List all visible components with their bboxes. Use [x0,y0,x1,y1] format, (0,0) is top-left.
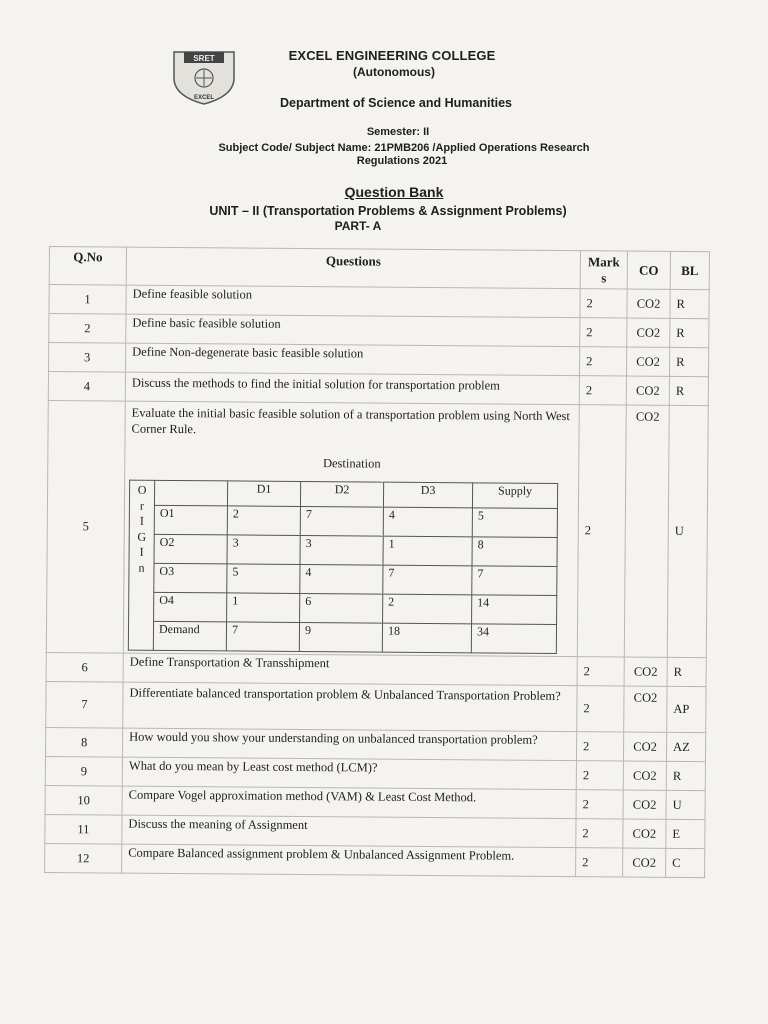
question-text: Compare Vogel approximation method (VAM) & Least Cost Method. [122,786,576,819]
question-text: Discuss the meaning of Assignment [122,815,576,848]
co-value: CO2 [623,761,666,790]
supply-cell: 8 [472,537,557,567]
demand-cell: 9 [299,622,382,652]
transport-row [129,592,557,624]
question-text: Compare Balanced assignment problem & Unbalanced Assignment Problem. [122,844,576,877]
table-row [46,681,706,732]
question-text: Define basic feasible solution [126,314,580,347]
bl-value: R [669,376,708,405]
question-cell [123,401,579,657]
department-name: Department of Science and Humanities [279,96,512,110]
row-number: 2 [49,314,126,344]
co-value: CO2 [623,790,666,819]
bl-value: R [667,657,706,686]
logo-bottom-text: EXCEL [193,95,215,101]
row-number: 12 [45,843,122,873]
cost-cell: 6 [300,593,383,623]
transport-demand-row [128,621,556,653]
row-label: Demand [153,621,226,651]
co-value: CO2 [624,686,667,732]
marks-value: 2 [576,761,623,790]
corner-cell [154,480,227,506]
row-number: 10 [45,785,122,815]
co-value: CO2 [623,848,666,877]
row-number: 7 [46,681,123,728]
question-text: Define feasible solution [126,285,580,318]
question-text: Define Transportation & Transshipment [123,653,577,686]
marks-value: 2 [580,318,627,347]
transport-row [129,534,557,566]
bl-value: R [670,289,709,318]
transport-row [129,505,557,537]
row-number: 6 [46,652,123,682]
destination-label: Destination [322,456,381,471]
co-value: CO2 [627,318,670,347]
co-value: CO2 [623,819,666,848]
cost-cell: 3 [227,535,300,565]
cost-cell: 7 [300,506,383,536]
demand-cell: 18 [382,623,471,653]
row-number: 11 [45,814,122,844]
cost-cell: 2 [383,594,472,624]
cost-cell: 4 [383,507,472,537]
row-number: 5 [46,400,125,653]
bl-value: AP [667,686,706,732]
college-name: EXCEL ENGINEERING COLLEGE [288,48,496,63]
bl-value: R [669,347,708,376]
header-bl: BL [670,251,709,289]
question-text: Differentiate balanced transportation problem & Unbalanced Transportation Problem? [123,682,577,732]
supply-cell: 14 [472,595,557,625]
question-text: What do you mean by Least cost method (LCM)? [122,757,576,790]
header-qno: Q.No [49,247,126,286]
cost-cell: 7 [383,565,472,595]
co-value: CO2 [624,657,667,686]
table-header-row [49,247,709,290]
subject-label: Subject Code/ Subject Name: 21PMB206 /Applied Operations Research [218,142,590,154]
row-label: O2 [154,534,227,564]
part-label: PART- A [334,219,382,233]
col-header: D1 [227,481,300,507]
marks-value: 2 [577,686,624,732]
col-header: Supply [472,483,557,509]
cost-cell: 1 [383,536,472,566]
bl-value: R [670,318,709,347]
bl-value: E [666,819,705,848]
co-value: CO2 [627,289,670,318]
cost-cell: 3 [300,535,383,565]
marks-value: 2 [579,376,626,405]
bl-value: U [666,790,705,819]
bl-value: R [666,761,705,790]
autonomy-label: (Autonomous) [353,65,435,79]
cost-cell: 1 [227,593,300,623]
supply-cell: 5 [472,508,557,538]
marks-value: 2 [576,790,623,819]
bl-value: U [667,405,708,657]
co-value: CO2 [624,405,669,657]
transport-header-row [129,480,557,508]
co-value: CO2 [626,347,669,376]
row-number: 4 [48,372,125,402]
marks-value: 2 [580,289,627,318]
table-row [46,400,708,657]
origin-label: O r I G I n [128,480,154,650]
transport-row [129,563,557,595]
cost-cell: 4 [300,564,383,594]
row-label: O1 [154,505,227,535]
marks-value: 2 [576,848,623,877]
marks-value: 2 [579,347,626,376]
col-header: D2 [300,481,383,507]
header-co: CO [627,251,670,289]
regulations-label: Regulations 2021 [356,155,448,167]
co-value: CO2 [623,732,666,761]
bl-value: AZ [666,732,705,761]
row-number: 8 [45,727,122,757]
total-cell: 34 [471,624,556,654]
logo-top-text: SRET [193,54,215,63]
row-number: 1 [49,285,126,315]
cost-cell: 2 [227,506,300,536]
row-label: O3 [154,563,227,593]
row-label: O4 [154,592,227,622]
header-questions: Questions [126,247,580,289]
marks-value: 2 [577,405,626,657]
transportation-table [128,480,558,654]
question-text: Evaluate the initial basic feasible solution of a transportation problem using North West Corner Rule. [131,405,570,437]
header-marks: Mark s [580,251,627,289]
co-value: CO2 [626,376,669,405]
col-header: D3 [383,482,472,508]
bl-value: C [666,848,705,877]
semester-label: Semester: II [366,126,430,138]
question-text: How would you show your understanding on unbalanced transportation problem? [122,728,576,761]
question-text: Define Non-degenerate basic feasible solution [126,343,580,376]
marks-value: 2 [576,732,623,761]
demand-cell: 7 [226,622,299,652]
cost-cell: 5 [227,564,300,594]
question-table [44,246,710,878]
table-row [45,843,705,877]
marks-value: 2 [577,657,624,686]
marks-value: 2 [576,819,623,848]
supply-cell: 7 [472,566,557,596]
row-number: 9 [45,756,122,786]
question-text: Discuss the methods to find the initial solution for transportation problem [125,372,579,405]
unit-title: UNIT – II (Transportation Problems & Assignment Problems) [209,204,567,218]
page-title: Question Bank [344,184,444,200]
row-number: 3 [49,343,126,373]
